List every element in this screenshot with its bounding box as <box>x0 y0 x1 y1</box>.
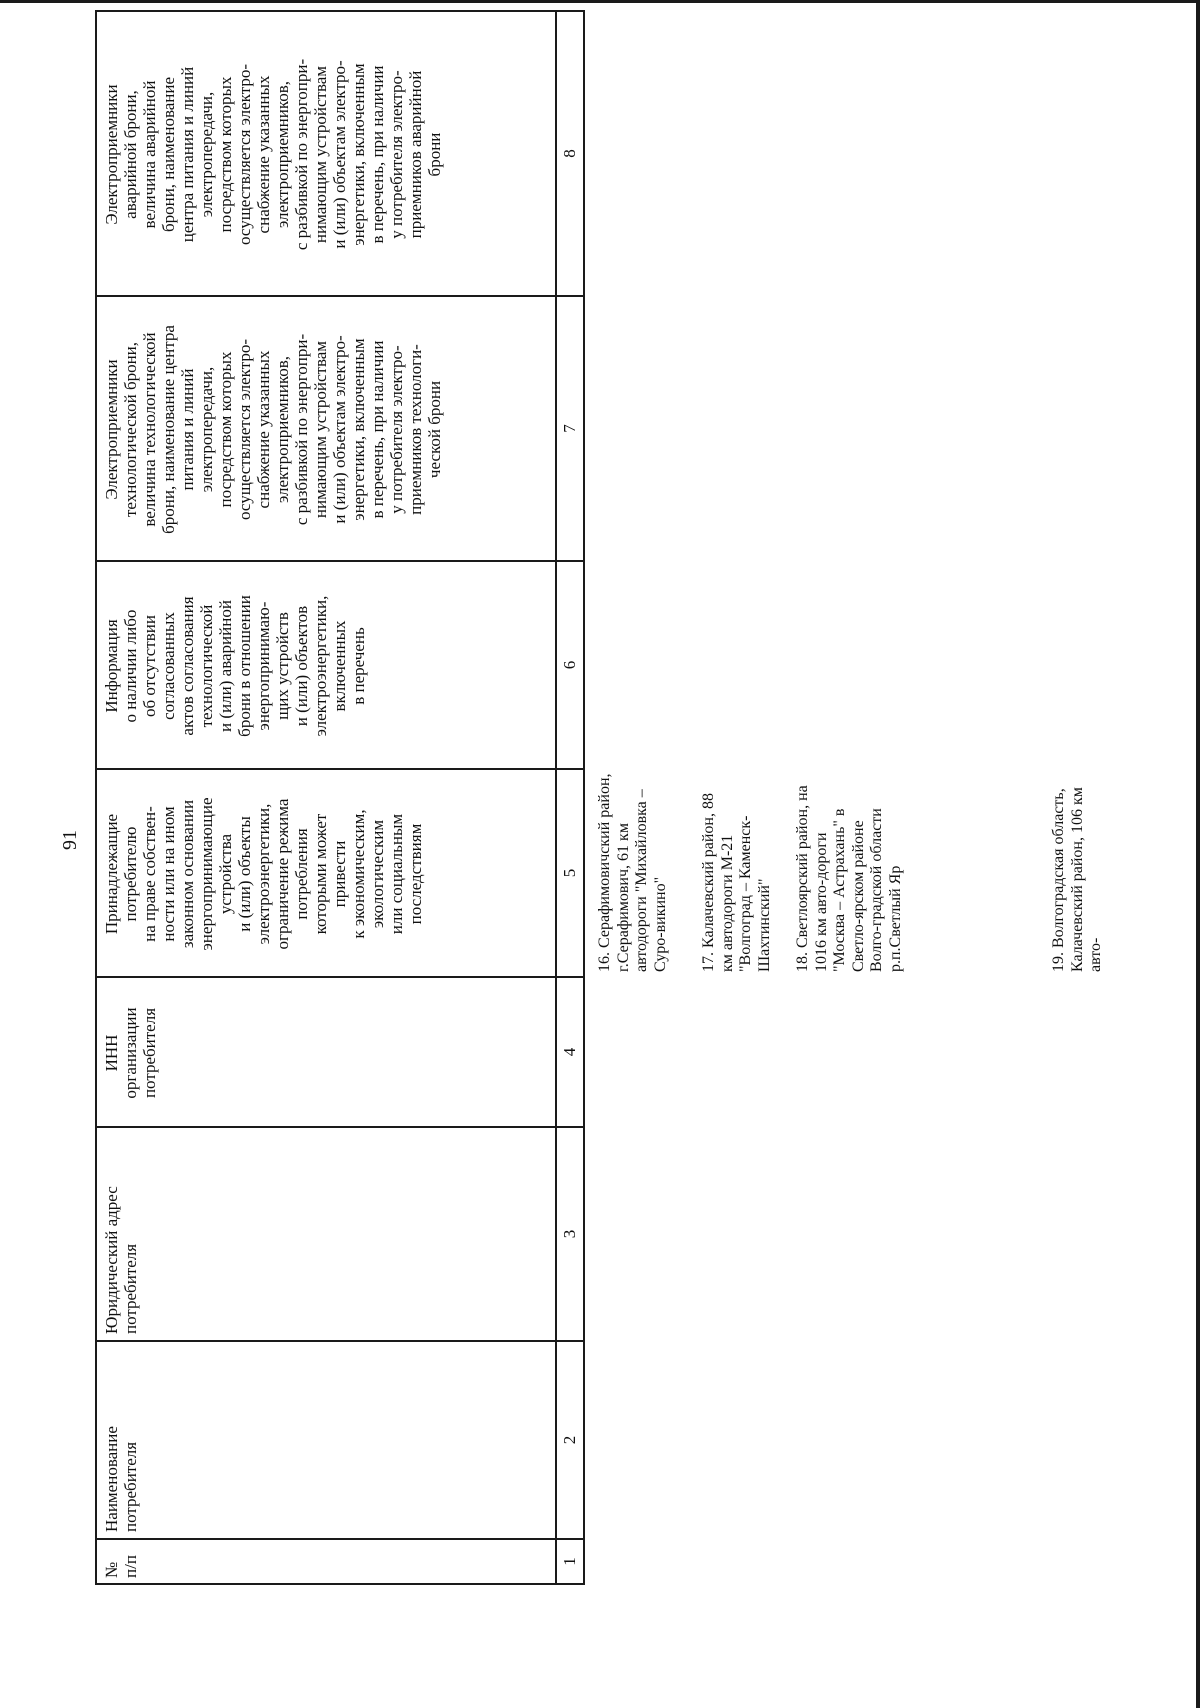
column-number-6: 6 <box>560 660 579 670</box>
col-line-8 <box>95 10 585 12</box>
list-item: 16. Серафимовичский район, г.Серафимович, 61 км автодороги "Михайловка – Суро-викино" <box>596 773 669 972</box>
col-line-0 <box>95 1583 585 1585</box>
column-number-5: 5 <box>560 868 579 878</box>
col-line-6 <box>95 560 585 562</box>
list-item: 18. Светлоярский район, на 1016 км авто-дороги "Москва – Астрахань" в Светло-ярском районе Волго-градской области р.п.Светлый Яр <box>794 785 904 972</box>
table-colnum-bottom-border <box>583 10 585 1585</box>
header-col-2: Наименование потребителя <box>102 1426 140 1532</box>
column-number-1: 1 <box>560 1557 579 1566</box>
col-line-1 <box>95 1538 585 1540</box>
col-line-7 <box>95 295 585 297</box>
header-col-6: Информация о наличии либо об отсутствии согласованных актов согласования технологической и (или) аварийной брони в отношении энергопринимаю- щих устройств и (или) объектов электроэнергетики, включенных в перечень <box>102 595 368 737</box>
table-top-border <box>95 10 97 1585</box>
list-item: 19. Волгоградская область, Калачевский район, 106 км авто- <box>1050 787 1104 972</box>
page-number: 91 <box>59 830 81 850</box>
header-col-1: № п/п <box>102 1555 140 1578</box>
column-number-4: 4 <box>560 1047 579 1057</box>
list-item: 17. Калачевский район, 88 км автодороги М-21 "Волгоград – Каменск-Шахтинский" <box>700 793 773 972</box>
col-line-4 <box>95 976 585 978</box>
column-number-3: 3 <box>560 1229 579 1239</box>
col-line-2 <box>95 1340 585 1342</box>
header-col-3: Юридический адрес потребителя <box>102 1186 140 1334</box>
table-header-bottom-border <box>555 10 557 1585</box>
header-col-5: Принадлежащие потребителю на праве собствен- ности или на ином законном основании энергопринимающие устройства и (или) объекты электроэнергетики, ограничение режима потребления которыми может привести к экономическим, экологическим или социальным последствиям <box>102 797 425 951</box>
header-col-8: Электроприемники аварийной брони, величина аварийной брони, наименование центра питания и линий электропередачи, посредством которых осуществляется электро- снабжение указанных электроприемников, с разбивкой по энергопри- нимающим устройствам и (или) объектам электро- энергетики, включенным в перечень, при наличии у потребителя электро- приемников аварийной брони <box>102 58 444 251</box>
column-number-8: 8 <box>560 149 579 158</box>
col-line-5 <box>95 768 585 770</box>
column-number-2: 2 <box>560 1435 579 1445</box>
column-number-7: 7 <box>560 424 579 433</box>
col-line-3 <box>95 1126 585 1128</box>
header-col-7: Электроприемники технологической брони, величина технологической брони, наименование центра питания и линий электропередачи, посредством которых осуществляется электро- снабжение указанных электроприемников, с разбивкой по энергопри- нимающим устройствам и (или) объектам электро- энергетики, включенным в перечень, при наличии у потребителя электро- приемников технологи- ческой брони <box>102 325 444 534</box>
header-col-4: ИНН организации потребителя <box>102 1007 159 1099</box>
